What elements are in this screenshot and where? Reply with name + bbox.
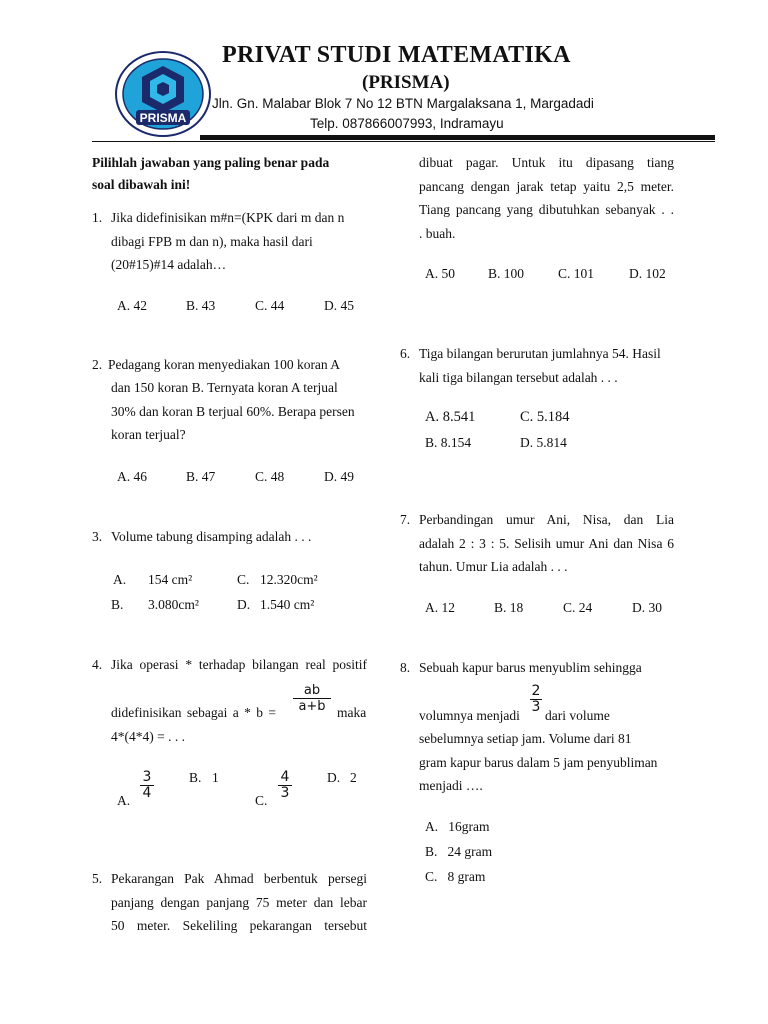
header-divider-thin [92, 141, 715, 142]
question-1-text [111, 206, 344, 277]
question-line: Pekarangan Pak Ahmad berbentuk persegi [111, 871, 367, 886]
question-5-option-c[interactable]: C. 101 [558, 266, 595, 281]
address: Jln. Gn. Malabar Blok 7 No 12 BTN Margalaksana 1, Margadadi [212, 96, 594, 111]
question-line: . buah. [419, 225, 456, 241]
question-8-option-a[interactable]: A. 16gram [425, 819, 490, 834]
question-4-option-c-letter[interactable]: C. [255, 793, 268, 808]
question-line: dibuat pagar. Untuk itu dipasang tiang [419, 155, 674, 170]
question-line: gram kapur barus dalam 5 jam penyubliman [419, 754, 658, 770]
question-3-option-c-letter[interactable]: C. [237, 572, 250, 587]
question-2-option-a[interactable]: A. 46 [117, 469, 147, 484]
question-1-option-c[interactable]: C. 44 [255, 298, 285, 313]
question-3-option-b[interactable]: 3.080cm² [148, 597, 199, 612]
question-7-option-c[interactable]: C. 24 [563, 600, 593, 615]
question-6-option-c[interactable]: C. 5.184 [520, 409, 570, 425]
question-line: adalah 2 : 3 : 5. Selisih umur Ani dan Nisa 6 [419, 535, 674, 551]
question-5-option-a[interactable]: A. 50 [425, 266, 455, 281]
question-6-option-d[interactable]: D. 5.814 [520, 435, 567, 450]
question-4-line2: didefinisikan sebagai a * b = [111, 705, 276, 720]
question-8-line2: volumnya menjadi [419, 708, 520, 723]
instruction [92, 151, 329, 196]
question-5-text-cont [419, 151, 674, 245]
question-4-option-d[interactable]: 2 [350, 770, 357, 785]
question-4-option-d-letter[interactable]: D. [327, 770, 341, 785]
question-3-option-a[interactable]: 154 cm² [148, 572, 193, 587]
question-1-option-b[interactable]: B. 43 [186, 298, 216, 313]
question-8-number: 8. [400, 660, 411, 675]
logo-text: PRISMA [139, 111, 187, 125]
question-7-option-b[interactable]: B. 18 [494, 600, 524, 615]
page-title: PRIVAT STUDI MATEMATIKA [222, 42, 571, 68]
question-8-fraction [530, 684, 542, 715]
header-divider [200, 135, 715, 140]
question-line: Perbandingan umur Ani, Nisa, dan Lia [419, 512, 674, 527]
question-3-option-d[interactable]: 1.540 cm² [260, 597, 315, 612]
question-2-option-b[interactable]: B. 47 [186, 469, 216, 484]
question-7-text [419, 508, 674, 579]
question-2-text [108, 353, 340, 377]
question-line: 50 meter. Sekeliling pekarangan tersebut [111, 918, 367, 933]
fraction-denominator: 3 [280, 785, 290, 801]
question-5-option-d[interactable]: D. 102 [629, 266, 666, 281]
question-5-number: 5. [92, 871, 103, 886]
question-line: kali tiga bilangan tersebut adalah . . . [419, 369, 618, 385]
question-4-option-b[interactable]: 1 [212, 770, 219, 785]
question-6-option-b[interactable]: B. 8.154 [425, 435, 472, 450]
fraction-denominator: 3 [531, 699, 541, 715]
question-2-number: 2. [92, 357, 103, 372]
question-7-option-a[interactable]: A. 12 [425, 600, 455, 615]
question-3-option-b-letter[interactable]: B. [111, 597, 124, 612]
question-8-option-b[interactable]: B. 24 gram [425, 844, 493, 859]
fraction-denominator: a+b [298, 699, 326, 714]
question-4-line2-end: maka [337, 705, 367, 720]
question-2-option-c[interactable]: C. 48 [255, 469, 285, 484]
question-8-line1: Sebuah kapur barus menyublim sehingga [419, 660, 642, 675]
question-3-option-d-letter[interactable]: D. [237, 597, 251, 612]
question-line: Tiga bilangan berurutan jumlahnya 54. Hasil [419, 346, 661, 361]
fraction-numerator: 2 [531, 683, 541, 699]
logo [114, 50, 212, 138]
question-line: Jika didefinisikan m#n=(KPK dari m dan n [111, 210, 345, 225]
question-line: Pedagang koran menyediakan 100 koran A [108, 357, 341, 372]
question-4-fraction [293, 683, 331, 714]
question-3-text: Volume tabung disamping adalah . . . [111, 529, 312, 544]
question-line: koran terjual? [111, 427, 186, 442]
question-line: tahun. Umur Lia adalah . . . [419, 559, 568, 574]
question-line: Tiang pancang yang dibutuhkan sebanyak . . [419, 202, 674, 217]
question-line: dibagi FPB m dan n), maka hasil dari [111, 233, 313, 249]
fraction-numerator: 4 [280, 769, 290, 785]
question-6-option-a[interactable]: A. 8.541 [425, 409, 476, 425]
fraction-numerator: 3 [142, 769, 152, 785]
question-2-text-cont [111, 376, 355, 447]
instruction-line: Pilihlah jawaban yang paling benar pada [92, 155, 330, 170]
question-line: sebelumnya setiap jam. Volume dari 81 [419, 731, 632, 746]
question-3-number: 3. [92, 529, 103, 544]
question-line: pancang dengan jarak tetap yaitu 2,5 meter. [419, 178, 674, 194]
question-3-option-c[interactable]: 12.320cm² [260, 572, 318, 587]
question-6-number: 6. [400, 346, 411, 361]
question-line: menjadi …. [419, 778, 483, 793]
question-8-text-cont [419, 727, 657, 798]
question-line: dan 150 koran B. Ternyata koran A terjual [111, 380, 338, 395]
question-4-option-b-letter[interactable]: B. [189, 770, 202, 785]
question-1-option-a[interactable]: A. 42 [117, 298, 147, 313]
question-7-number: 7. [400, 512, 411, 527]
question-5-text [111, 867, 367, 938]
question-2-option-d[interactable]: D. 49 [324, 469, 354, 484]
question-8-line2-end: dari volume [545, 708, 610, 723]
question-7-option-d[interactable]: D. 30 [632, 600, 662, 615]
question-4-number: 4. [92, 657, 103, 672]
question-line: (20#15)#14 adalah… [111, 257, 227, 272]
page-subtitle: (PRISMA) [362, 72, 450, 93]
question-8-option-c[interactable]: C. 8 gram [425, 869, 486, 884]
question-4-line1: Jika operasi * terhadap bilangan real positif [111, 657, 367, 672]
phone: Telp. 087866007993, Indramayu [310, 116, 504, 131]
question-4-option-c[interactable] [278, 770, 292, 801]
question-line: 30% dan koran B terjual 60%. Berapa persen [111, 403, 355, 419]
question-1-number: 1. [92, 210, 103, 225]
question-4-option-a[interactable] [140, 770, 154, 801]
question-3-option-a-letter[interactable]: A. [113, 572, 127, 587]
question-5-option-b[interactable]: B. 100 [488, 266, 525, 281]
instruction-line: soal dibawah ini! [92, 176, 191, 192]
question-6-text [419, 342, 661, 389]
question-4-option-a-letter[interactable]: A. [117, 793, 131, 808]
question-line: panjang dengan panjang 75 meter dan lebar [111, 894, 367, 910]
fraction-denominator: 4 [142, 785, 152, 801]
question-4-line3: 4*(4*4) = . . . [111, 729, 185, 744]
fraction-numerator: ab [303, 683, 321, 698]
question-1-option-d[interactable]: D. 45 [324, 298, 354, 313]
